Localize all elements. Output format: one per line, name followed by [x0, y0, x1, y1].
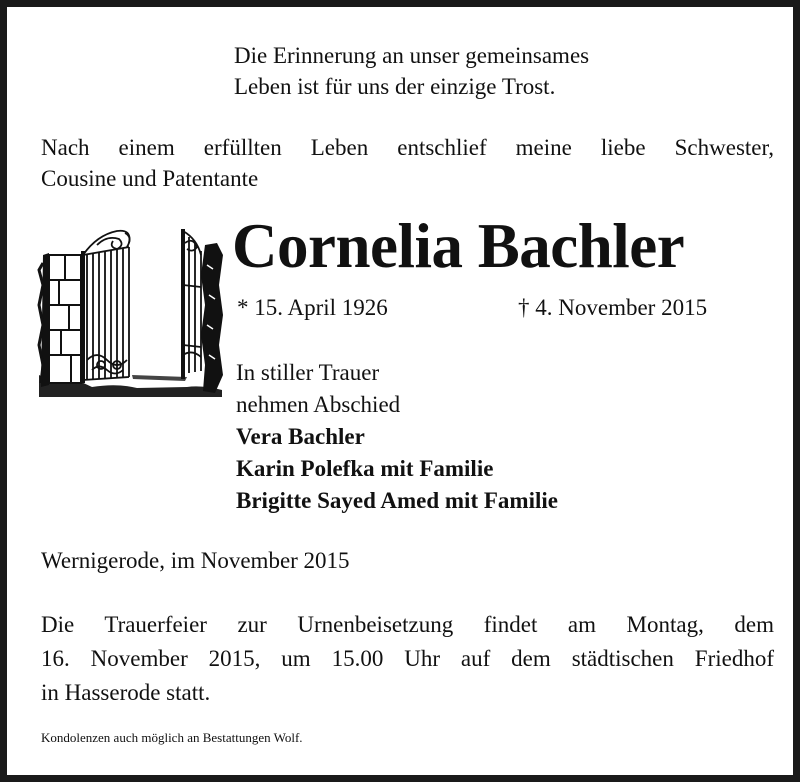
intro-line-2: Cousine und Patentante [41, 166, 259, 191]
mourner-name: Karin Polefka mit Familie [236, 456, 494, 481]
intro-line-1: Nach einem erfüllten Leben entschlief meine liebe Schwester, [41, 135, 774, 160]
open-cemetery-gate-icon [37, 225, 227, 403]
deceased-name: Cornelia Bachler [232, 211, 685, 281]
mourner-name: Brigitte Sayed Amed mit Familie [236, 488, 558, 513]
quote-line-2: Leben ist für uns der einzige Trost. [234, 74, 556, 99]
mourn-line-1: In stiller Trauer [236, 360, 380, 385]
mourn-line-2: nehmen Abschied [236, 392, 401, 417]
mourners-block [236, 357, 558, 517]
condolence-note: Kondolenzen auch möglich an Bestattungen Wolf. [41, 730, 303, 745]
mourner-name: Vera Bachler [236, 424, 365, 449]
death-date: † 4. November 2015 [518, 295, 708, 320]
birth-date: * 15. April 1926 [237, 295, 388, 320]
place-date: Wernigerode, im November 2015 [41, 548, 350, 573]
quote-line-1: Die Erinnerung an unser gemeinsames [234, 43, 590, 68]
ceremony-info [41, 608, 774, 710]
ceremony-line-1: Die Trauerfeier zur Urnenbeisetzung findet am Montag, dem [41, 612, 774, 637]
ceremony-line-2: 16. November 2015, um 15.00 Uhr auf dem städtischen Friedhof [41, 646, 774, 671]
intro-text [41, 132, 774, 194]
ceremony-line-3: in Hasserode statt. [41, 680, 211, 705]
memorial-quote [234, 40, 589, 102]
